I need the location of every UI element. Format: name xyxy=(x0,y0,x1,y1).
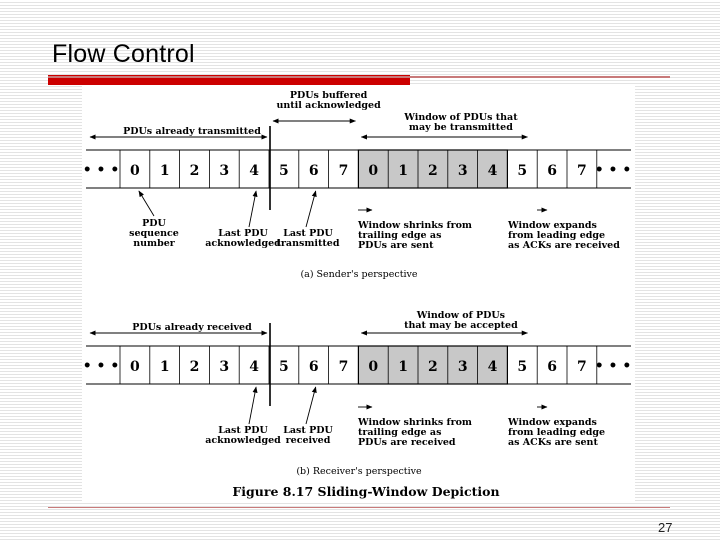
sender-seq-number: 7 xyxy=(577,163,587,179)
receiver-seq-number: 3 xyxy=(457,359,468,375)
receiver-shrinks-label: PDUs are received xyxy=(358,437,456,448)
sender-seq-number: 7 xyxy=(338,163,349,179)
sender-shrinks-label: Window shrinks from xyxy=(358,220,472,231)
sender-last-tx-label: Last PDU xyxy=(283,228,333,239)
receiver-last-rx-label: Last PDU xyxy=(283,425,333,436)
receiver-seq-number: 5 xyxy=(279,359,289,375)
receiver-seq-number: 1 xyxy=(159,359,170,375)
receiver-window-label: Window of PDUs xyxy=(416,310,506,321)
sender-seq-number: 5 xyxy=(279,163,289,179)
sender-seq-number: 2 xyxy=(189,163,200,179)
sender-seq-number: 3 xyxy=(219,163,230,179)
sender-seq-arrow xyxy=(139,191,154,216)
sender-seq-number: 4 xyxy=(487,163,498,179)
sender-seq-number: 1 xyxy=(159,163,170,179)
sender-seq-number: 4 xyxy=(249,163,259,179)
receiver-seq-number: 3 xyxy=(219,359,230,375)
sender-seq-label: number xyxy=(133,238,175,249)
sender-seq-number: 6 xyxy=(547,163,557,179)
receiver-already-label: PDUs already received xyxy=(132,322,252,333)
sender-ellipsis-right: • • • xyxy=(594,162,632,178)
sender-seq-number: 5 xyxy=(517,163,528,179)
receiver-seq-number: 7 xyxy=(577,359,587,375)
sender-last-tx-label: transmitted xyxy=(276,238,340,249)
page-number: 27 xyxy=(658,520,673,535)
sender-last-ack-label: Last PDU xyxy=(218,228,268,239)
sender-seq-number: 0 xyxy=(130,163,140,179)
sender-window-label: Window of PDUs that xyxy=(404,112,518,123)
sliding-window-figure xyxy=(82,86,635,502)
sender-shrinks-label: trailing edge as xyxy=(358,230,442,241)
receiver-last-ack-label: Last PDU xyxy=(218,425,268,436)
receiver-ellipsis-left: • • • xyxy=(82,358,120,374)
receiver-last-ack-arrow xyxy=(249,387,256,424)
receiver-window-label: that may be accepted xyxy=(404,320,518,331)
sender-seq-label: PDU xyxy=(142,218,166,229)
receiver-ellipsis-right: • • • xyxy=(594,358,632,374)
receiver-seq-number: 0 xyxy=(368,359,379,375)
receiver-last-ack-label: acknowledged xyxy=(205,435,281,446)
receiver-seq-number: 0 xyxy=(130,359,140,375)
sender-seq-number: 3 xyxy=(457,163,468,179)
receiver-shrinks-label: trailing edge as xyxy=(358,427,442,438)
receiver-last-rx-label: received xyxy=(285,435,331,446)
receiver-perspective-caption: (b) Receiver's perspective xyxy=(296,466,422,477)
title-rule xyxy=(48,76,670,78)
sender-expands-label: from leading edge xyxy=(508,230,606,241)
sender-expands-label: as ACKs are received xyxy=(508,240,620,251)
sender-seq-number: 0 xyxy=(368,163,379,179)
sender-expands-label: Window expands xyxy=(508,220,597,231)
receiver-expands-label: Window expands xyxy=(508,417,597,428)
receiver-seq-number: 6 xyxy=(308,359,319,375)
receiver-seq-number: 7 xyxy=(338,359,349,375)
sender-seq-label: sequence xyxy=(129,228,179,239)
receiver-seq-number: 2 xyxy=(189,359,200,375)
sender-seq-number: 1 xyxy=(398,163,408,179)
footer-rule xyxy=(48,507,670,508)
receiver-seq-number: 5 xyxy=(517,359,528,375)
figure-caption: Figure 8.17 Sliding-Window Depiction xyxy=(232,484,500,499)
sender-last-tx-arrow xyxy=(306,191,316,227)
sender-last-ack-label: acknowledged xyxy=(205,238,281,249)
sender-shrinks-label: PDUs are sent xyxy=(358,240,434,251)
receiver-last-rx-arrow xyxy=(306,387,316,424)
receiver-seq-number: 4 xyxy=(487,359,498,375)
sender-buffered-label: until acknowledged xyxy=(276,100,381,111)
receiver-seq-number: 2 xyxy=(428,359,438,375)
sender-last-ack-arrow xyxy=(249,191,256,227)
slide-title: Flow Control xyxy=(52,40,195,68)
receiver-expands-label: as ACKs are sent xyxy=(508,437,598,448)
receiver-seq-number: 1 xyxy=(398,359,408,375)
receiver-seq-number: 4 xyxy=(249,359,259,375)
sender-seq-number: 6 xyxy=(308,163,319,179)
sender-already-label: PDUs already transmitted xyxy=(123,126,261,137)
sender-ellipsis-left: • • • xyxy=(82,162,120,178)
receiver-shrinks-label: Window shrinks from xyxy=(358,417,472,428)
sliding-window-diagram xyxy=(82,86,635,502)
receiver-expands-label: from leading edge xyxy=(508,427,606,438)
sender-buffered-label: PDUs buffered xyxy=(289,90,368,101)
receiver-seq-number: 6 xyxy=(547,359,557,375)
sender-window-label: may be transmitted xyxy=(408,122,513,133)
sender-seq-number: 2 xyxy=(428,163,438,179)
sender-perspective-caption: (a) Sender's perspective xyxy=(300,269,418,280)
